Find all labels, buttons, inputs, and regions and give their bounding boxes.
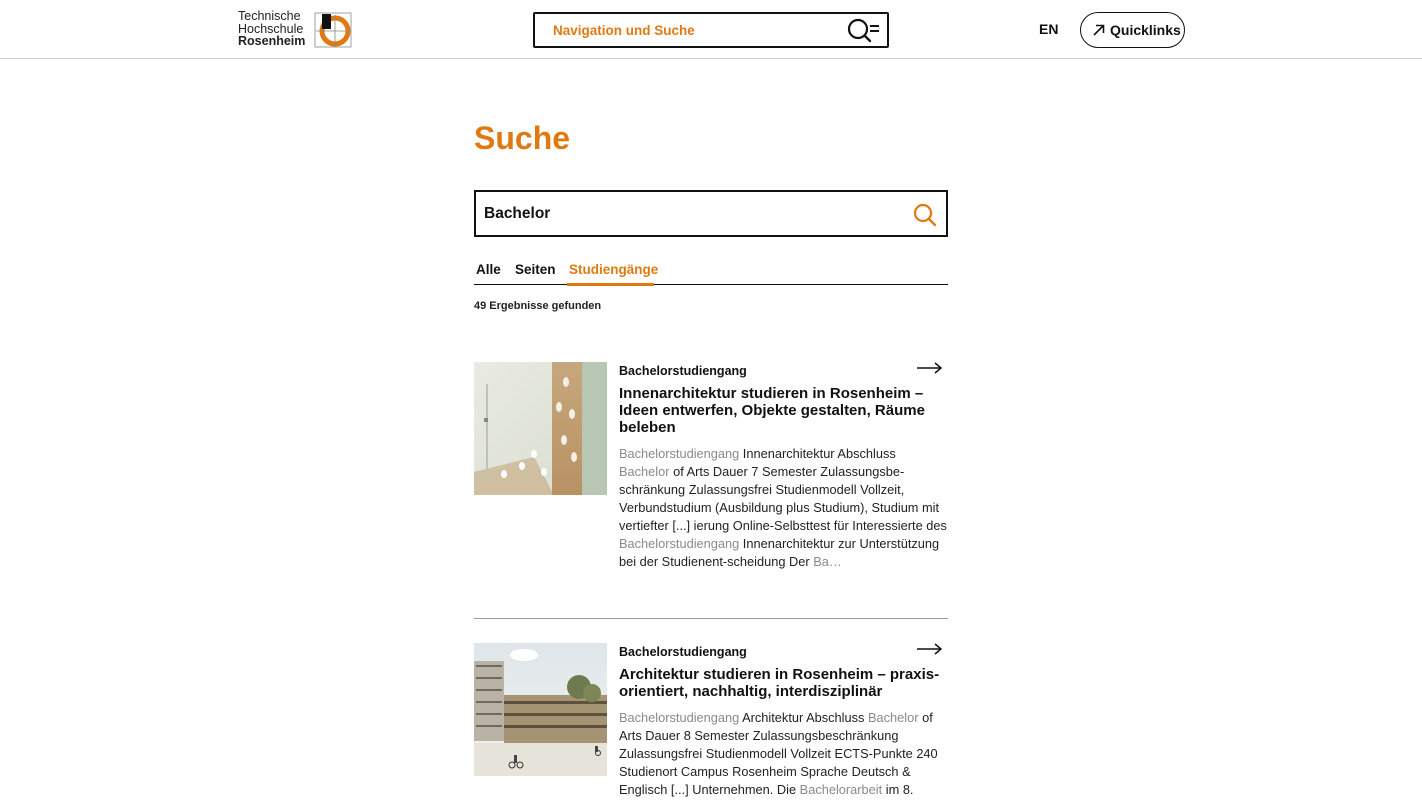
search-result[interactable] bbox=[474, 362, 948, 619]
tab-all[interactable]: Alle bbox=[476, 262, 501, 277]
snippet-text: Innenarchitektur Abschluss bbox=[739, 446, 896, 461]
search-menu-icon bbox=[845, 17, 881, 45]
site-header bbox=[0, 0, 1422, 59]
language-switch[interactable]: EN bbox=[1039, 21, 1059, 37]
result-title[interactable]: Innenarchitektur studieren in Rosenheim – Ideen entwerfen, Objekte gestalten, Räume beleben bbox=[619, 385, 925, 436]
snippet-highlight: Bachelorarbeit bbox=[799, 782, 883, 797]
arrow-right-icon[interactable] bbox=[917, 643, 943, 655]
arrow-right-icon[interactable] bbox=[917, 362, 943, 374]
tab-pages[interactable]: Seiten bbox=[515, 262, 556, 277]
page-title: Suche bbox=[474, 120, 571, 156]
quicklinks-label: Quicklinks bbox=[1110, 22, 1181, 38]
logo-line-1: Technische bbox=[238, 9, 301, 23]
arrow-up-right-icon bbox=[1092, 23, 1106, 37]
result-type: Bachelorstudiengang bbox=[619, 645, 747, 659]
result-tabs bbox=[474, 262, 948, 285]
result-type: Bachelorstudiengang bbox=[619, 364, 747, 378]
snippet-highlight: Bachelor bbox=[868, 710, 919, 725]
university-logo[interactable] bbox=[238, 10, 354, 50]
snippet-highlight: Ba… bbox=[813, 554, 842, 569]
snippet-text: Architektur Abschluss bbox=[739, 710, 868, 725]
logo-line-2: Hochschule bbox=[238, 21, 304, 36]
snippet-highlight: Bachelor bbox=[619, 464, 670, 479]
logo-wordmark bbox=[238, 10, 305, 48]
nav-search-button[interactable] bbox=[533, 12, 889, 48]
snippet-highlight: Bachelorstudiengang bbox=[619, 536, 740, 551]
snippet-text: Innenarchitektur zur Unterstützung bei der Studienent-scheidung Der bbox=[619, 536, 940, 569]
result-thumbnail bbox=[474, 643, 607, 776]
result-body bbox=[619, 643, 949, 799]
active-tab-indicator bbox=[567, 283, 654, 286]
snippet-text: of Arts Dauer 7 Semester Zulassungsbe-schränkung Zulassungsfrei Studienmodell Vollzeit, Verbundstudium (Ausbildung plus Studium), Studium mit vertiefter [...] ierung Online-Selbsttest für Interessierte des bbox=[619, 464, 947, 533]
search-result[interactable] bbox=[474, 643, 948, 800]
logo-emblem-icon bbox=[314, 12, 352, 48]
search-icon[interactable] bbox=[912, 202, 938, 228]
result-thumbnail bbox=[474, 362, 607, 495]
search-box bbox=[474, 190, 948, 237]
result-snippet bbox=[619, 445, 949, 571]
logo-line-3: Rosenheim bbox=[238, 34, 306, 48]
quicklinks-button[interactable] bbox=[1080, 12, 1185, 48]
result-title[interactable]: Architektur studieren in Rosenheim – praxis-orientiert, nachhaltig, interdisziplinär bbox=[619, 666, 940, 700]
results-count: 49 Ergebnisse gefunden bbox=[474, 300, 602, 312]
snippet-text: of Arts Dauer 8 Semester Zulassungsbeschränkung Zulassungsfrei Studienmodell Vollzeit ECTS-Punkte 240 Studienort Campus Rosenheim Sprache Deutsch & Englisch [...] Unternehmen. Die bbox=[619, 710, 938, 797]
tab-study-programs[interactable]: Studiengänge bbox=[569, 262, 659, 277]
result-snippet bbox=[619, 709, 949, 799]
snippet-text: im 8. bbox=[882, 782, 914, 797]
nav-search-label: Navigation und Suche bbox=[553, 23, 695, 38]
result-body bbox=[619, 362, 949, 571]
search-input[interactable] bbox=[484, 201, 884, 227]
snippet-highlight: Bachelorstudiengang bbox=[619, 446, 740, 461]
snippet-highlight: Bachelorstudiengang bbox=[619, 710, 740, 725]
